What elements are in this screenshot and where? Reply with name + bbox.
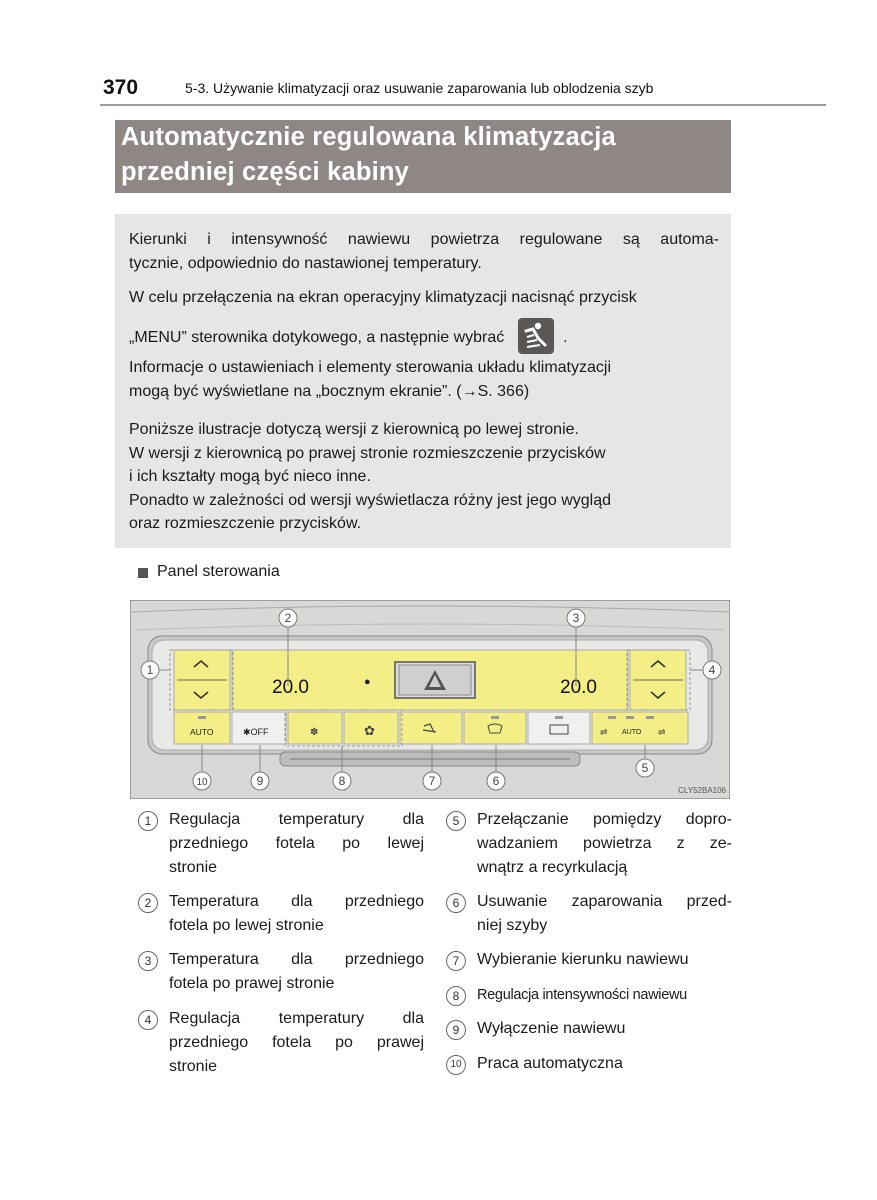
- svg-text:4: 4: [708, 663, 716, 677]
- info-paragraph-4: Poniższe ilustracje dotyczą wersji z kierownicą po lewej stronie. W wersji z kierownicą po prawej stronie rozmieszczenie przycisków i ich kształty mogą być nieco inne. Ponadto w zależności od wersji wyświetlacza różny jest jego wygląd oraz rozmieszczenie przycisków.: [129, 421, 611, 532]
- info-paragraph-3: Informacje o ustawieniach i elementy sterowania układu klimatyzacji mogą być wyświetlane na „bocznym ekranie”. (→S. 366): [129, 359, 611, 400]
- auto-label: AUTO: [190, 727, 214, 737]
- chapter-title: 5-3. Używanie klimatyzacji oraz usuwanie zaparowania lub oblodzenia szyb: [185, 80, 654, 96]
- svg-text:9: 9: [256, 774, 264, 788]
- control-panel-illustration: [130, 600, 730, 799]
- section-bullet-icon: [138, 568, 148, 578]
- svg-text:2: 2: [284, 611, 292, 625]
- svg-text:⇌: ⇌: [658, 727, 666, 737]
- recirculation-icon: ⇌: [600, 727, 608, 737]
- right-temperature: 20.0: [560, 677, 597, 698]
- svg-text:●: ●: [364, 676, 371, 688]
- image-code: CLY52BA106: [678, 786, 726, 795]
- fan-high-icon: ✿: [364, 723, 375, 738]
- svg-text:1: 1: [146, 663, 154, 677]
- svg-text:8: 8: [338, 774, 346, 788]
- fan-low-icon: ✽: [310, 727, 319, 738]
- info-paragraph-2b: „MENU” sterownika dotykowego, a następnie wybrać .: [129, 320, 719, 358]
- section-heading: Panel sterowania: [157, 563, 280, 580]
- svg-text:7: 7: [428, 774, 436, 788]
- svg-text:3: 3: [572, 611, 580, 625]
- section-title: Automatycznie regulowana klimatyzacja przedniej części kabiny: [121, 123, 616, 186]
- svg-text:AUTO: AUTO: [622, 729, 642, 736]
- section-title-box: [115, 120, 731, 193]
- svg-text:5: 5: [641, 761, 649, 775]
- info-paragraph-1: Kierunki i intensywność nawiewu powietrza regulowane są automa- tycznie, odpowiednio do nastawionej temperatury.: [129, 231, 719, 272]
- air-vent-icon: [518, 318, 554, 354]
- page-number: 370: [103, 76, 139, 99]
- info-box: [115, 214, 731, 548]
- page-header: [100, 74, 826, 106]
- fan-off-label: ✱OFF: [243, 727, 269, 737]
- left-temperature: 20.0: [272, 677, 309, 698]
- info-paragraph-2: W celu przełączenia na ekran operacyjny klimatyzacji nacisnąć przycisk: [129, 289, 637, 306]
- svg-text:6: 6: [492, 774, 500, 788]
- svg-text:10: 10: [196, 777, 208, 788]
